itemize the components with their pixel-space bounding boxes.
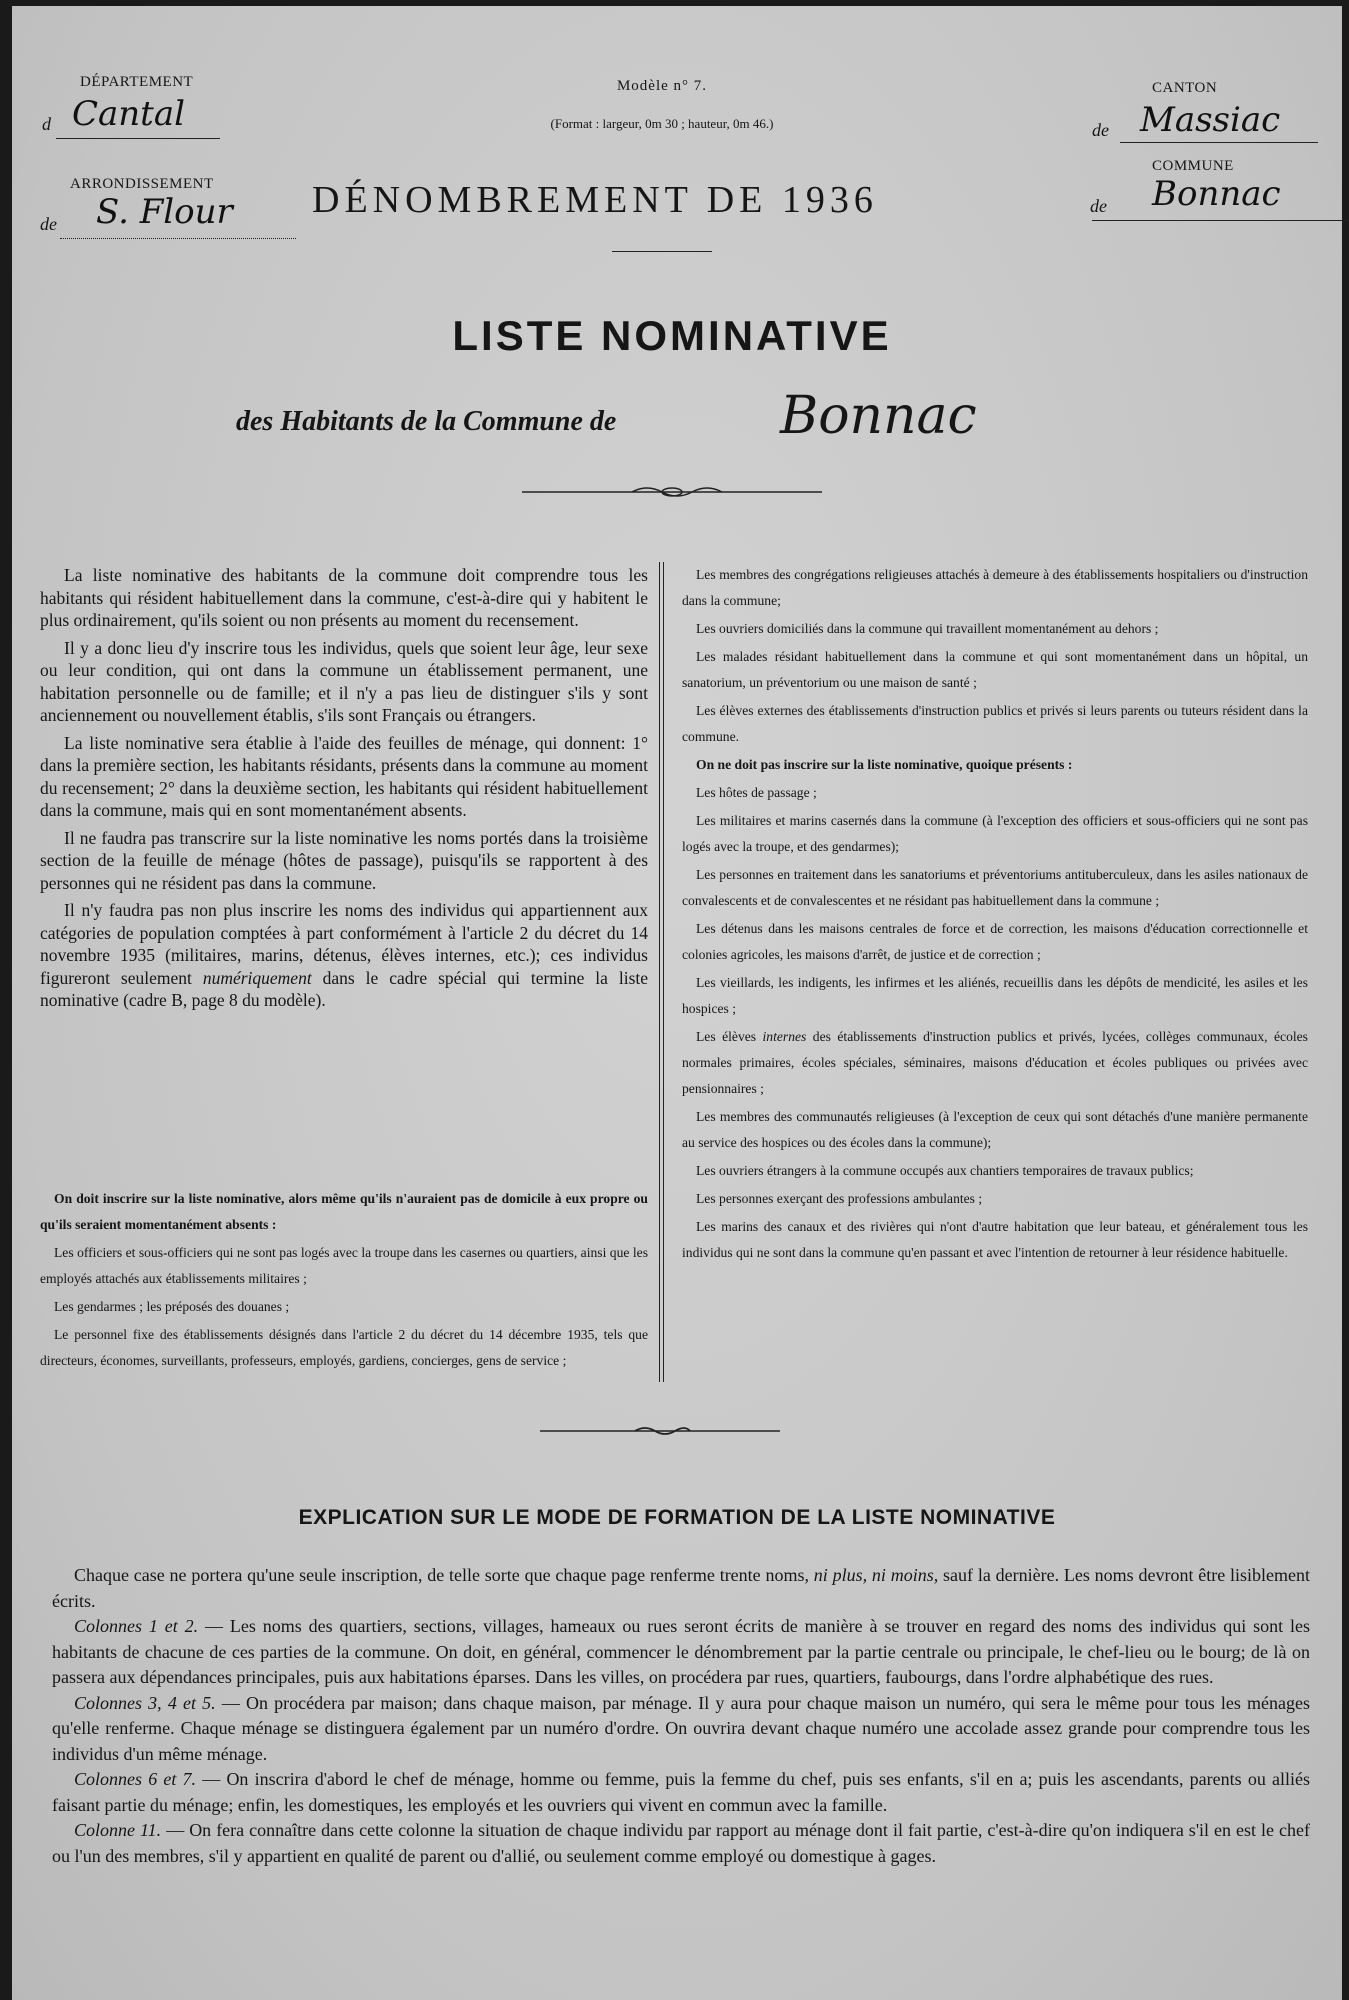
modele-number: Modèle n° 7. <box>616 78 708 94</box>
arrondissement-prefix: de <box>40 214 57 234</box>
right-exclude-item: Les membres des communautés religieuses (à l'exception de ceux qui sont détachés d'une manière permanente au service des hospices ou des écoles dans la commune); <box>682 1109 1308 1150</box>
column-divider <box>659 562 664 1382</box>
right-exclude-item: Les ouvriers étrangers à la commune occupés aux chantiers temporaires de travaux publics; <box>696 1163 1194 1178</box>
subtitle-commune: Bonnac <box>780 386 977 446</box>
left-paragraph-4: Il ne faudra pas transcrire sur la liste nominative les noms portés dans la troisième section de la feuille de ménage (hôtes de passage), puisqu'ils se rapportent à des personnes qui ne résident pas dans la commune. <box>40 827 648 893</box>
census-form-page <box>12 6 1342 2000</box>
left-paragraph-5: Il n'y faudra pas non plus inscrire les noms des individus qui appartiennent aux catégories de population comptées à part conformément à l'article 2 du décret du 14 novembre 1935 (militaires, marins, détenus, élèves internes, etc.); ces individus figureront seulement numériquement dans le cadre spécial qui termine la liste nominative (cadre B, page 8 du modèle). <box>40 900 649 1010</box>
right-include-item: Les ouvriers domiciliés dans la commune qui travaillent momentanément au dehors ; <box>696 621 1159 636</box>
left-paragraph-1: La liste nominative des habitants de la commune doit comprendre tous les habitants qui résident habituellement dans la commune, c'est-à-dire qui y habitent le plus ordinairement, qu'ils soient ou non présents au moment du recensement. <box>40 565 648 630</box>
explication-paragraph: Colonnes 3, 4 et 5. — On procédera par maison; dans chaque maison, par ménage. Il y aura pour chaque maison un numéro, qui sera le même pour tous les ménages qu'elle renferme. Chaque ménage se distinguera également par un numéro d'ordre. On ouvrira devant chaque numéro une accolade assez grande pour comprendre tous les individus d'un même ménage. <box>52 1692 1310 1764</box>
arrondissement-value: S. Flour <box>60 192 296 239</box>
explication-title: EXPLICATION SUR LE MODE DE FORMATION DE LA LISTE NOMINATIVE <box>298 1506 1056 1529</box>
right-exclude-item: Les élèves internes des établissements d'instruction publics et privés, lycées, collèges communaux, écoles normales primaires, écoles spéciales, séminaires, maisons d'éducation et écoles publiques ou privées avec pensionnaires ; <box>682 1029 1308 1096</box>
right-exclude-item: Les personnes en traitement dans les sanatoriums et préventoriums antituberculeux, dans les asiles nationaux de convalescents et de convalescentes et ne résidant pas habituellement dans la commune ; <box>682 867 1308 908</box>
right-exclude-item: Les hôtes de passage ; <box>696 785 817 800</box>
left-include-item: Les gendarmes ; les préposés des douanes ; <box>54 1299 290 1314</box>
right-include-item: Les malades résidant habituellement dans la commune et qui sont momentanément dans un hôpital, un sanatorium, un préventorium ou une maison de santé ; <box>682 649 1308 690</box>
arrondissement-label: ARRONDISSEMENT <box>70 176 214 192</box>
departement-prefix: d <box>42 114 51 134</box>
canton-label: CANTON <box>1152 80 1218 96</box>
left-include-list <box>40 1186 648 1376</box>
right-exclude-item: Les marins des canaux et des rivières qui n'ont d'autre habitation que leur bateau, et généralement tous les individus qui ne sont dans la commune qu'en passant et avec l'intention de retourner à leur résidence habituelle. <box>682 1219 1308 1260</box>
right-exclude-item: Les détenus dans les maisons centrales de force et de correction, les maisons d'éducation correctionnelle et colonies agricoles, les maisons d'arrêt, de justice et de correction ; <box>682 921 1308 962</box>
commune-label: COMMUNE <box>1152 158 1234 174</box>
left-paragraph-2: Il y a donc lieu d'y inscrire tous les individus, quels que soient leur âge, leur sexe ou leur condition, qui ont dans la commune un établissement permanent, une habitation personnelle ou de famille; et il n'y a pas lieu de distinguer s'ils y sont anciennement ou nouvellement établis, s'ils sont Français ou étrangers. <box>40 637 648 725</box>
explication-body <box>52 1563 1310 1869</box>
left-include-item: Les officiers et sous-officiers qui ne sont pas logés avec la troupe dans les casernes ou quartiers, ainsi que les employés attachés aux établissements militaires ; <box>40 1245 648 1286</box>
commune-prefix: de <box>1090 196 1107 216</box>
subtitle: des Habitants de la Commune de <box>236 406 617 437</box>
canton-value: Massiac <box>1120 100 1318 143</box>
explication-paragraph: Colonnes 6 et 7. — On inscrira d'abord le chef de ménage, homme ou femme, puis la femme du chef, puis ses enfants, s'il en a; puis les ascendants, parents ou alliés faisant partie du ménage; enfin, les domestiques, les employés et les ouvriers qui vivent en commun avec la famille. <box>52 1769 1310 1815</box>
explication-paragraph: Colonne 11. — On fera connaître dans cette colonne la situation de chaque individu par rapport au ménage dont il fait partie, c'est-à-dire qu'on indiquera s'il en est le chef ou l'un des membres, s'il y appartient en qualité de parent ou d'allié, ou seulement comme employé ou domestique à gages. <box>52 1820 1311 1866</box>
explication-paragraph: Colonnes 1 et 2. — Les noms des quartiers, sections, villages, hameaux ou rues seront écrits de manière à se trouver en regard des noms des individus qui sont les habitants de chacune de ces parties de la commune. On doit, en général, commencer le dénombrement par la partie centrale ou principale, le chef-lieu ou le bourg; de là on passera aux dépendances principales, puis aux habitations éparses. Dans les villes, on procédera par rues, quartiers, faubourgs, dans l'ordre alphabétique des rues. <box>52 1616 1310 1687</box>
right-column <box>682 562 1308 1268</box>
right-exclude-item: Les militaires et marins casernés dans la commune (à l'exception des officiers et sous-officiers qui ne sont pas logés avec la troupe, et des gendarmes); <box>682 813 1308 854</box>
right-exclude-item: Les vieillards, les indigents, les infirmes et les aliénés, recueillis dans les dépôts de mendicité, les asiles et les hospices ; <box>682 975 1308 1016</box>
left-include-item: Le personnel fixe des établissements désignés dans l'article 2 du décret du 14 décembre 1935, tels que directeurs, économes, surveillants, professeurs, employés, gardiens, concierges, gens de service ; <box>40 1327 648 1368</box>
canton-prefix: de <box>1092 120 1109 140</box>
departement-label: DÉPARTEMENT <box>80 74 194 90</box>
format-note: (Format : largeur, 0m 30 ; hauteur, 0m 46.) <box>550 116 774 131</box>
title-rule <box>612 251 712 252</box>
ornament-divider-2 <box>540 1424 780 1438</box>
right-exclude-heading: On ne doit pas inscrire sur la liste nominative, quoique présents : <box>696 757 1073 772</box>
commune-value: Bonnac <box>1092 174 1349 221</box>
left-column <box>40 564 648 1017</box>
right-include-item: Les membres des congrégations religieuses attachés à demeure à des établissements hospitaliers ou d'instruction dans la commune; <box>682 567 1308 608</box>
departement-value: Cantal <box>56 94 220 139</box>
left-include-heading: On doit inscrire sur la liste nominative, alors même qu'ils n'auraient pas de domicile à eux propre ou qu'ils seraient momentanément absents : <box>40 1191 648 1232</box>
right-exclude-item: Les personnes exerçant des professions ambulantes ; <box>696 1191 983 1206</box>
ornament-divider <box>522 484 822 500</box>
right-include-item: Les élèves externes des établissements d'instruction publics et privés si leurs parents ou tuteurs résident dans la commune. <box>682 703 1308 744</box>
list-title: LISTE NOMINATIVE <box>452 312 892 359</box>
explication-paragraph: Chaque case ne portera qu'une seule inscription, de telle sorte que chaque page renferme trente noms, ni plus, ni moins, sauf la dernière. Les noms devront être lisiblement écrits. <box>52 1565 1311 1611</box>
census-title: DÉNOMBREMENT DE 1936 <box>312 179 878 221</box>
left-paragraph-3: La liste nominative sera établie à l'aide des feuilles de ménage, qui donnent: 1° dans la première section, les habitants résidants, présents dans la commune au moment du recensement; 2° dans la deuxième section, les habitants qui résident habituellement dans la commune, mais qui en sont momentanément absents. <box>40 732 648 820</box>
